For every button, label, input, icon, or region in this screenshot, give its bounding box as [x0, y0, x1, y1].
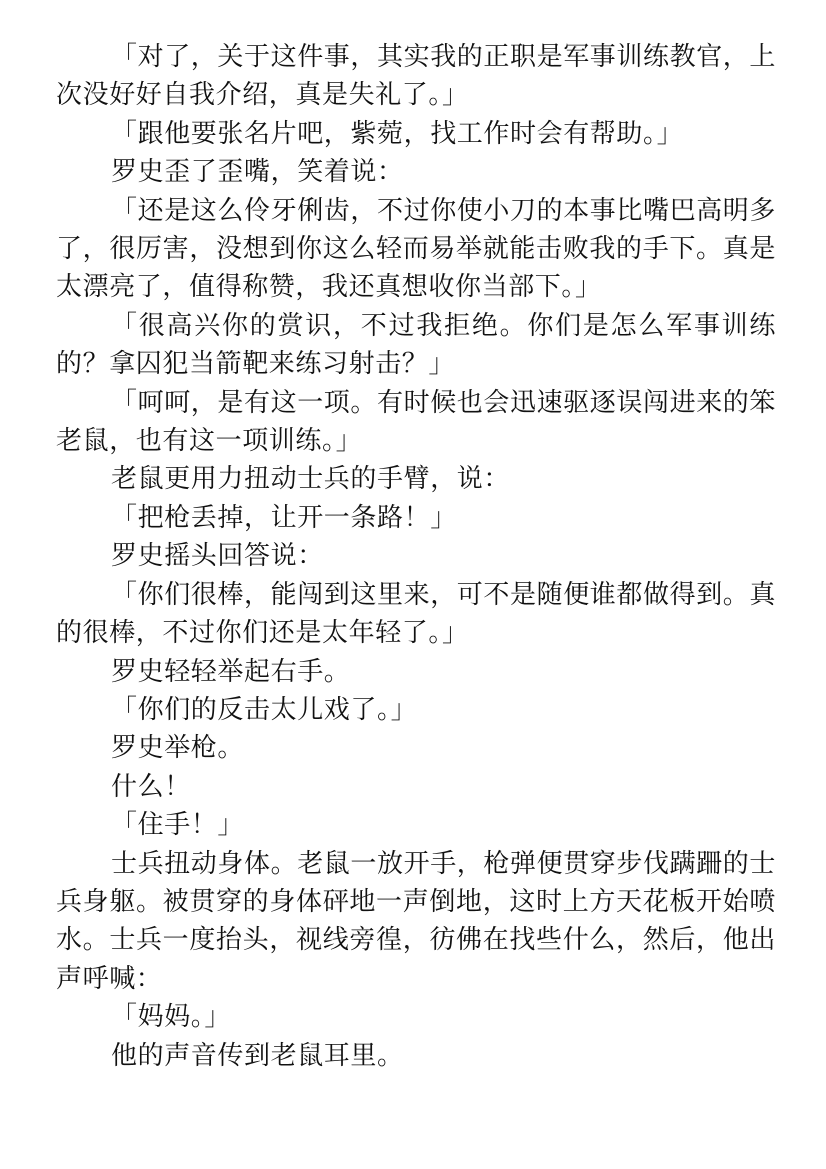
paragraph-13: 罗史举枪。	[111, 733, 245, 764]
paragraph-5: 「很高兴你的赏识，不过我拒绝。你们是怎么军事训练的？拿囚犯当箭靶来练习射击？」	[56, 310, 776, 380]
paragraph-11: 罗史轻轻举起右手。	[111, 656, 351, 687]
paragraph-14: 什么！	[111, 771, 191, 802]
paragraph-2: 「跟他要张名片吧，紫菀，找工作时会有帮助。」	[111, 118, 684, 149]
paragraph-12: 「你们的反击太儿戏了。」	[111, 694, 418, 725]
page-body	[56, 38, 776, 1075]
paragraph-8: 「把枪丢掉，让开一条路！」	[111, 502, 457, 533]
paragraph-7: 老鼠更用力扭动士兵的手臂，说：	[111, 464, 511, 495]
paragraph-9: 罗史摇头回答说：	[111, 541, 324, 572]
paragraph-15: 「住手！」	[111, 810, 245, 841]
paragraph-6: 「呵呵，是有这一项。有时候也会迅速驱逐误闯进来的笨老鼠，也有这一项训练。」	[56, 387, 777, 457]
paragraph-18: 他的声音传到老鼠耳里。	[111, 1040, 404, 1071]
paragraph-4: 「还是这么伶牙俐齿，不过你使小刀的本事比嘴巴高明多了，很厉害，没想到你这么轻而易举就能击败我的手下。真是太漂亮了，值得称赞，我还真想收你当部下。」	[56, 195, 777, 303]
paragraph-3: 罗史歪了歪嘴，笑着说：	[111, 157, 404, 188]
paragraph-17: 「妈妈。」	[111, 1002, 232, 1033]
paragraph-16: 士兵扭动身体。老鼠一放开手，枪弹便贯穿步伐蹒跚的士兵身躯。被贯穿的身体砰地一声倒地，这时上方天花板开始喷水。士兵一度抬头，视线旁徨，彷佛在找些什么，然后，他出声呼喊：	[56, 848, 777, 994]
paragraph-1: 「对了，关于这件事，其实我的正职是军事训练教官，上次没好好自我介绍，真是失礼了。」	[56, 42, 777, 111]
paragraph-10: 「你们很棒，能闯到这里来，可不是随便谁都做得到。真的很棒，不过你们还是太年轻了。」	[56, 579, 777, 649]
